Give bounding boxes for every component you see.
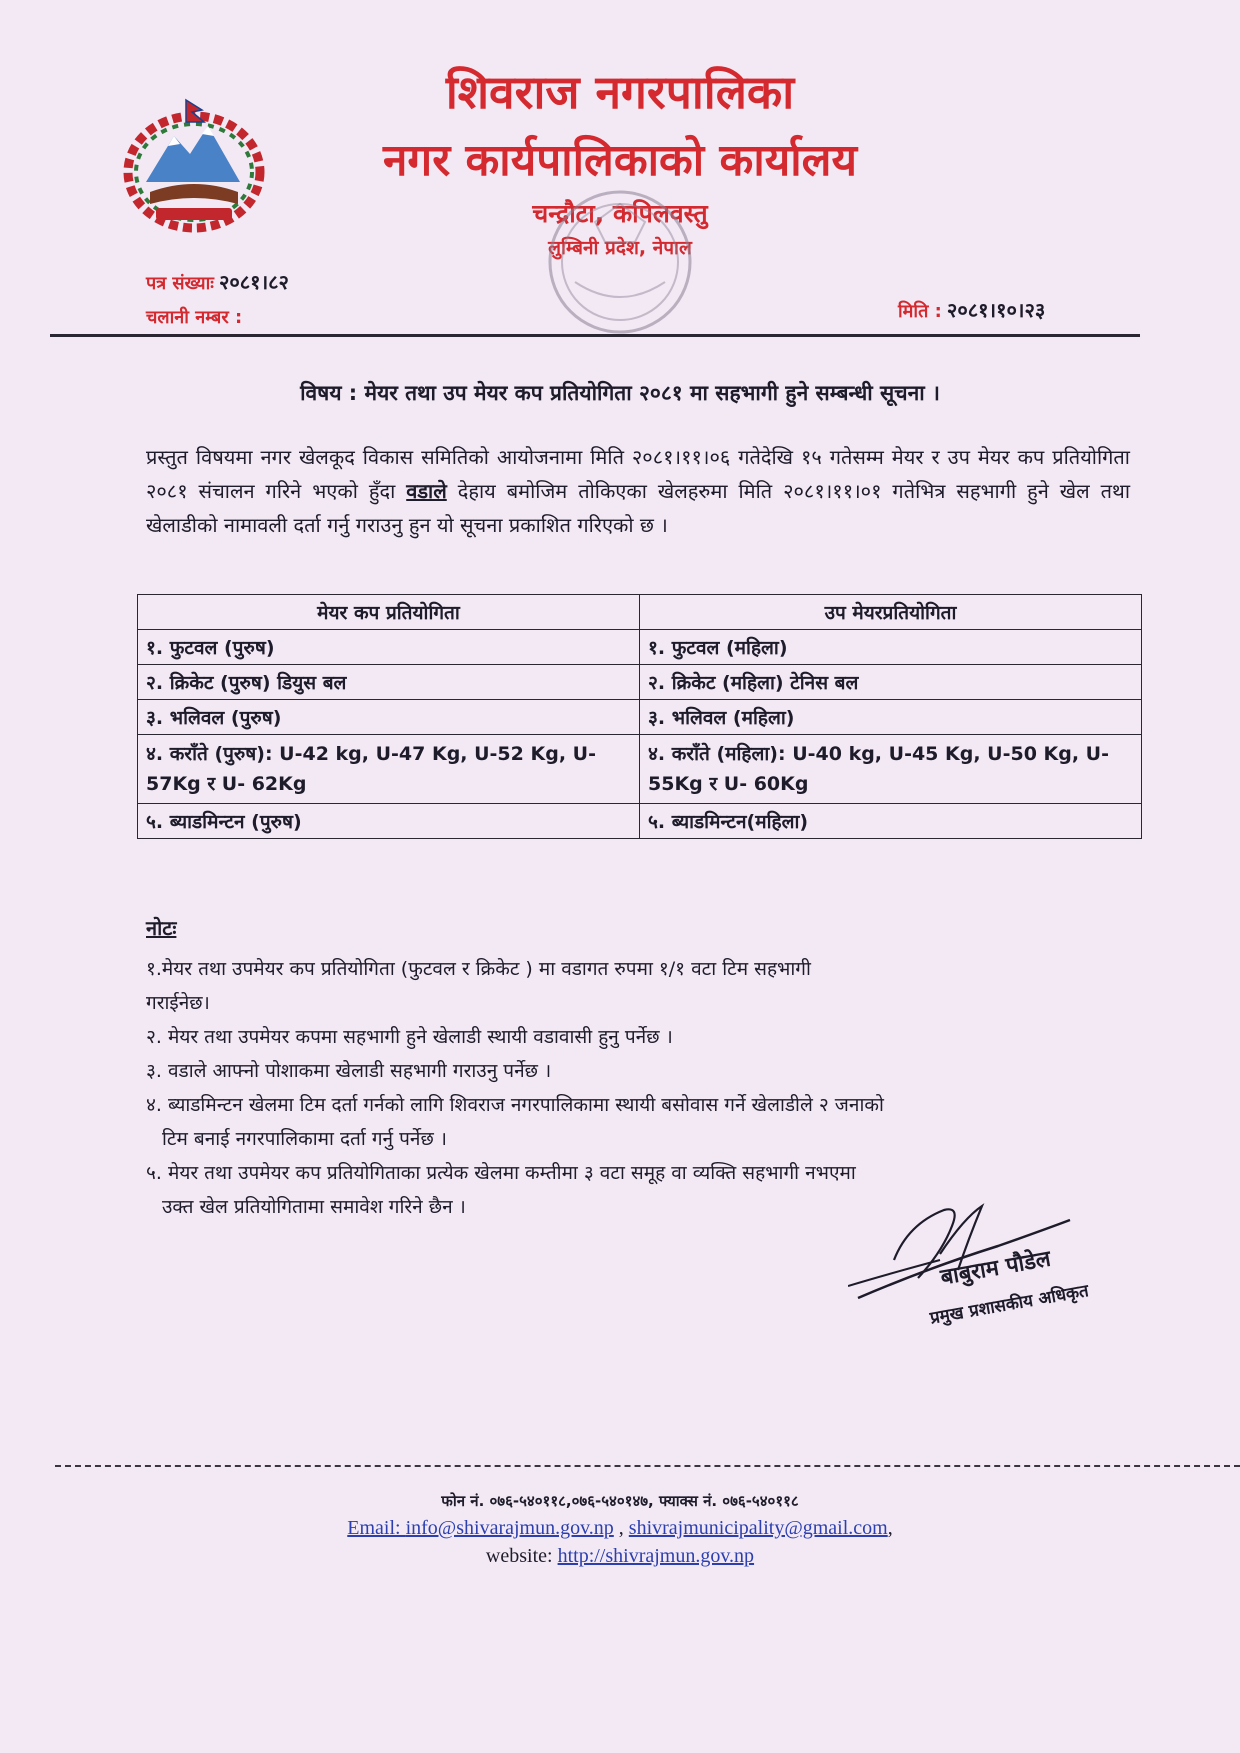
table-row <box>138 804 1142 839</box>
note-item: १.मेयर तथा उपमेयर कप प्रतियोगिता (फुटवल र क्रिकेट ) मा वडागत रुपमा १/१ वटा टिम सहभागी <box>146 958 811 980</box>
header-deputy-mayor-cup: उप मेयरप्रतियोगिता <box>640 595 1142 630</box>
chalani-number <box>146 304 242 329</box>
email-link-primary[interactable]: info@shivarajmun.gov.np <box>405 1517 614 1539</box>
table-row <box>138 700 1142 735</box>
email-trailing-comma: , <box>887 1517 893 1539</box>
note-item: २. मेयर तथा उपमेयर कपमा सहभागी हुने खेलाडी स्थायी वडावासी हुनु पर्नेछ । <box>146 1026 673 1048</box>
notes-list <box>146 952 1126 1224</box>
body-text-2: देहाय बमोजिम तोकिएका खेलहरुमा मिति २०८१।११।०१ गतेभित्र सहभागी हुने खेल तथा खेलाडीको नामावली दर्ता गर्नु गराउनु हुन यो सूचना प्रकाशित गरिएको छ । <box>146 479 1130 537</box>
note-item: ३. वडाले आफ्नो पोशाकमा खेलाडी सहभागी गराउनु पर्नेछ । <box>146 1060 552 1082</box>
table-cell: ३. भलिवल (पुरुष) <box>138 700 640 735</box>
date-value: २०८१।१०।२३ <box>946 298 1046 322</box>
header-divider <box>50 334 1140 337</box>
office-province: लुम्बिनी प्रदेश, नेपाल <box>548 237 692 259</box>
body-text-1: प्रस्तुत विषयमा नगर खेलकूद विकास समितिको आयोजनामा मिति २०८१।११।०६ गतेदेखि १५ गतेसम्म मेयर र उप मेयर कप प्रतियोगिता २०८१ संचालन गरिने भएको हुँदा <box>146 445 1130 503</box>
email-link-secondary[interactable]: shivrajmunicipality@gmail.com <box>628 1517 888 1539</box>
website-label: website: <box>485 1545 558 1567</box>
table-cell: २. क्रिकेट (महिला) टेनिस बल <box>640 665 1142 700</box>
note-item: गराईनेछ। <box>146 992 210 1014</box>
table-row <box>138 735 1142 804</box>
date-label: मिति : <box>898 301 942 322</box>
footer-phone: फोन नं. ०७६-५४०११८,०७६-५४०१४७, फ्याक्स नं. ०७६-५४०११८ <box>441 1492 799 1510</box>
table-cell: ५. ब्याडमिन्टन(महिला) <box>640 804 1142 839</box>
chalani-label: चलानी नम्बर : <box>146 307 243 328</box>
note-item: ५. मेयर तथा उपमेयर कप प्रतियोगिताका प्रत्येक खेलमा कम्तीमा ३ वटा समूह वा व्यक्ति सहभागी नभएमा <box>146 1162 856 1184</box>
signatory-name: बाबुराम पौडेल <box>938 1246 1053 1291</box>
table-cell: १. फुटवल (महिला) <box>640 630 1142 665</box>
patra-label: पत्र संख्याः <box>146 273 214 294</box>
footer-website-line <box>0 1545 1240 1568</box>
office-address: चन्द्रौटा, कपिलवस्तु <box>532 199 708 228</box>
note-item: उक्त खेल प्रतियोगितामा समावेश गरिने छैन । <box>162 1196 466 1218</box>
email-label: Email: <box>347 1517 406 1539</box>
table-cell: ३. भलिवल (महिला) <box>640 700 1142 735</box>
table-row <box>138 630 1142 665</box>
table-header-row <box>138 595 1142 630</box>
body-highlight: वडाले <box>406 479 447 503</box>
office-subtitle: नगर कार्यपालिकाको कार्यालय <box>383 135 857 186</box>
subject-line: विषय : मेयर तथा उप मेयर कप प्रतियोगिता २०८१ मा सहभागी हुने सम्बन्धी सूचना । <box>300 381 940 405</box>
patra-sankhya <box>146 268 289 295</box>
patra-value: २०८१।८२ <box>218 270 289 294</box>
note-item: ४. ब्याडमिन्टन खेलमा टिम दर्ता गर्नको लागि शिवराज नगरपालिकामा स्थायी बसोवास गर्ने खेलाडीले २ जनाको <box>146 1094 884 1116</box>
header-mayor-cup: मेयर कप प्रतियोगिता <box>138 595 640 630</box>
email-separator: , <box>613 1517 629 1539</box>
notes-heading: नोटः <box>146 916 177 940</box>
table-cell: ५. ब्याडमिन्टन (पुरुष) <box>138 804 640 839</box>
table-cell: १. फुटवल (पुरुष) <box>138 630 640 665</box>
footer-divider <box>55 1465 1240 1467</box>
table-cell: ४. कराँते (महिला): U-40 kg, U-45 Kg, U-50 Kg, U-55Kg र U- 60Kg <box>640 735 1142 804</box>
table-cell: ४. कराँते (पुरुष): U-42 kg, U-47 Kg, U-52 Kg, U-57Kg र U- 62Kg <box>138 735 640 804</box>
signatory-title: प्रमुख प्रशासकीय अधिकृत <box>928 1281 1091 1329</box>
office-stamp <box>535 182 705 342</box>
footer-email-line <box>0 1517 1240 1540</box>
table-row <box>138 665 1142 700</box>
letter-date <box>898 296 1045 323</box>
table-cell: २. क्रिकेट (पुरुष) डियुस बल <box>138 665 640 700</box>
office-name: शिवराज नगरपालिका <box>445 65 795 119</box>
sports-table <box>137 594 1142 839</box>
website-link[interactable]: http://shivrajmun.gov.np <box>557 1545 755 1567</box>
body-paragraph <box>146 440 1130 542</box>
note-item: टिम बनाई नगरपालिकामा दर्ता गर्नु पर्नेछ । <box>162 1128 448 1150</box>
